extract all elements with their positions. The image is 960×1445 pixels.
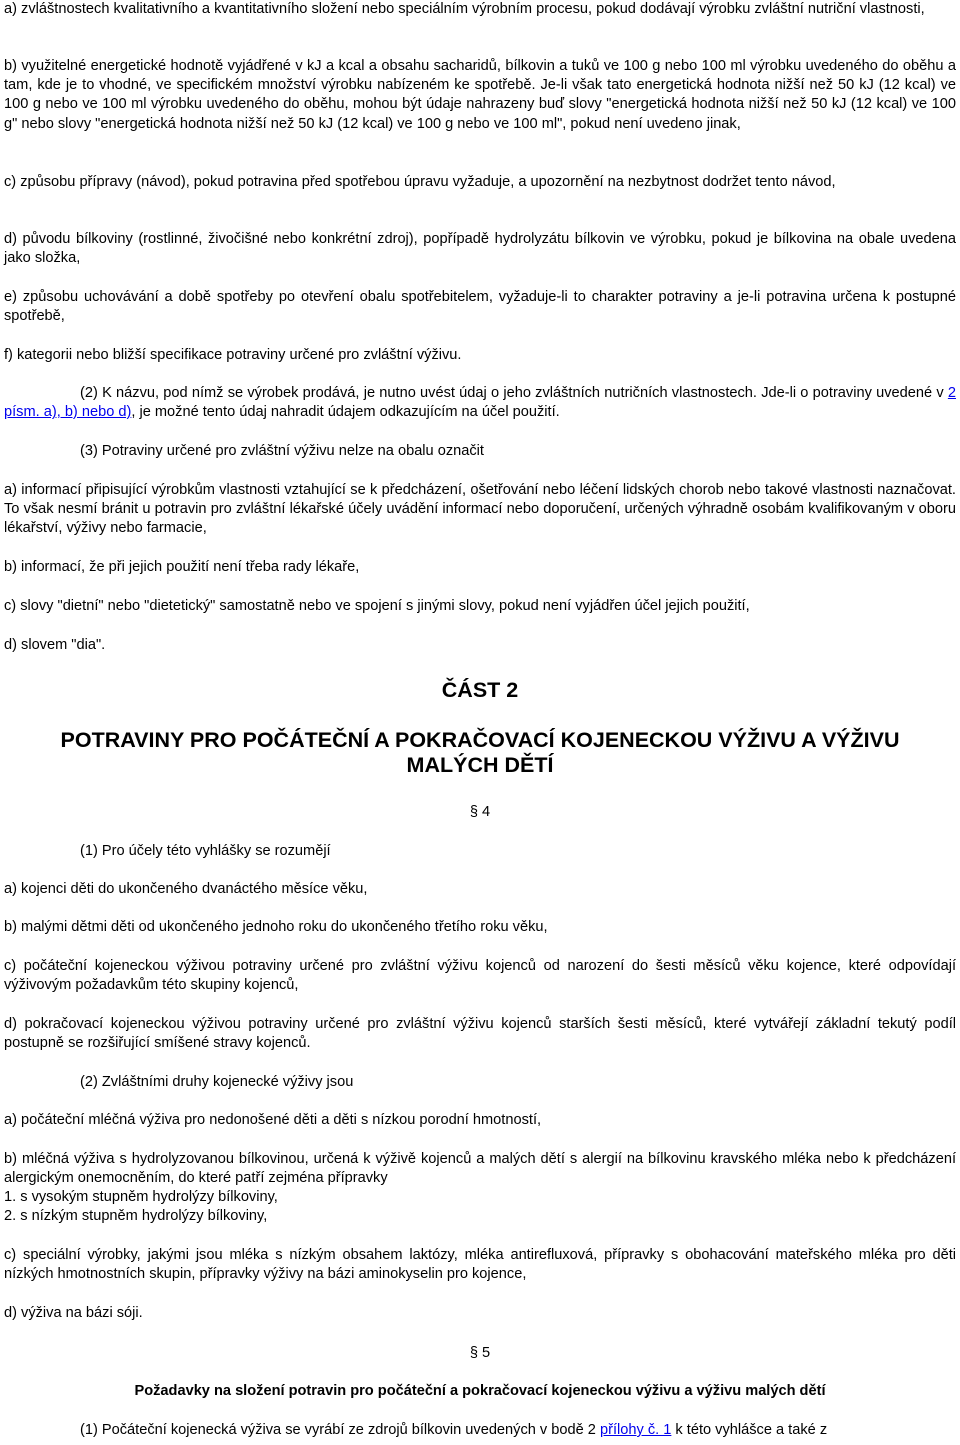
section-4-mark: § 4 (469, 804, 491, 820)
list-item-a: a) zvláštnostech kvalitativního a kvantitativního složení nebo speciálním výrobním procesu, pokud dodávají výrobku zvláštní nutriční vlastnosti, (4, 1, 925, 17)
paragraph-2-text-before: (2) K názvu, pod nímž se výrobek prodává, je nutno uvést údaj o jeho zvláštních nutričních vlastnostech. Jde-li o potraviny uvedené v (80, 385, 948, 401)
list-item-c: c) způsobu přípravy (návod), pokud potravina před spotřebou úpravu vyžaduje, a upozornění na nezbytnost dodržet tento návod, (4, 174, 836, 190)
section-5-mark: § 5 (469, 1345, 491, 1361)
section-4-paragraph-2-item-b-2: 2. s nízkým stupněm hydrolýzy bílkoviny, (4, 1208, 268, 1224)
section-4-item-c: c) počáteční kojeneckou výživou potraviny určené pro zvláštní výživu kojenců od narození do šesti měsíců věku kojence, které odpovídají výživovým požadavkům této skupiny kojenců, (4, 958, 956, 994)
paragraph-2-text-after: , je možné tento údaj nahradit údajem odkazujícím na účel použití. (131, 404, 560, 421)
section-5-paragraph-1-text-after: k této vyhlášce a také z (671, 1422, 828, 1438)
section-4-item-b: b) malými dětmi děti od ukončeného jednoho roku do ukončeného třetího roku věku, (4, 919, 548, 935)
paragraph-3-item-a: a) informací připisující výrobkům vlastnosti vztahující se k předcházení, ošetřování nebo léčení lidských chorob nebo takové vlastnosti naznačovat. To však nesmí bránit u potravin pro zvláštní lékařské účely uvádění informací nebo doporučení, určených výhradně osobám kvalifikovaným v oboru lékařství, výživy nebo farmacie, (4, 482, 956, 537)
section-5-paragraph-1 (4, 1421, 956, 1440)
section-4-paragraph-2-intro: (2) Zvláštními druhy kojenecké výživy jsou (80, 1074, 354, 1090)
section-4-paragraph-2-item-b: b) mléčná výživa s hydrolyzovanou bílkovinou, určená k výživě kojenců a malých dětí s alergií na bílkovinu kravského mléka nebo k předcházení alergickým onemocněním, do které patří zejména přípravky (4, 1151, 956, 1187)
paragraph-2 (4, 384, 956, 422)
reference-link[interactable]: 2 písm. a), b) nebo d) (4, 385, 956, 421)
section-4-paragraph-2-item-c: c) speciální výrobky, jakými jsou mléka s nízkým obsahem laktózy, mléka antirefluxová, přípravky s obohacování mateřského mléka pro děti nízkých hmotnostních skupin, přípravky výživy na bázi aminokyselin pro kojence, (4, 1247, 956, 1283)
section-4-paragraph-2-item-b-1: 1. s vysokým stupněm hydrolýzy bílkoviny, (4, 1189, 278, 1205)
section-5-paragraph-1-text-before: (1) Počáteční kojenecká výživa se vyrábí ze zdrojů bílkovin uvedených v bodě 2 (80, 1422, 600, 1438)
part-title-line-2: MALÝCH DĚTÍ (406, 753, 554, 777)
paragraph-3-item-d: d) slovem "dia". (4, 637, 106, 653)
paragraph-3-item-c: c) slovy "dietní" nebo "dietetický" samostatně nebo ve spojení s jinými slovy, pokud není vyjádřen účel jejich použití, (4, 598, 750, 614)
section-4-item-a: a) kojenci děti do ukončeného dvanáctého měsíce věku, (4, 881, 368, 897)
section-4-item-d: d) pokračovací kojeneckou výživou potraviny určené pro zvláštní výživu kojenců starších šesti měsíců, které vytvářejí základní tekutý podíl postupně se rozšiřující smíšené stravy kojenců. (4, 1016, 956, 1052)
section-4-paragraph-2-item-d: d) výživa na bázi sóji. (4, 1305, 143, 1321)
section-4-paragraph-2-item-a: a) počáteční mléčná výživa pro nedonošené děti a děti s nízkou porodní hmotností, (4, 1112, 542, 1128)
section-5-title: Požadavky na složení potravin pro počáteční a pokračovací kojeneckou výživu a výživu malých dětí (134, 1383, 826, 1399)
list-item-f: f) kategorii nebo bližší specifikace potraviny určené pro zvláštní výživu. (4, 347, 462, 363)
section-4-paragraph-1-intro: (1) Pro účely této vyhlášky se rozumějí (80, 843, 331, 859)
part-heading: ČÁST 2 (441, 678, 519, 702)
part-title-line-1: POTRAVINY PRO POČÁTEČNÍ A POKRAČOVACÍ KOJENECKOU VÝŽIVU A VÝŽIVU (60, 728, 900, 752)
annex-link[interactable]: přílohy č. 1 (599, 1422, 672, 1438)
list-item-b: b) využitelné energetické hodnotě vyjádřené v kJ a kcal a obsahu sacharidů, bílkovin a tuků ve 100 g nebo 100 ml výrobku uvedeného do oběhu a tam, kde je to vhodné, ve specifickém množství výrobku nabízeném ke spotřebě. Je-li však tato energetická hodnota nižší než 50 kJ (12 kcal) ve 100 g nebo ve 100 ml výrobku uvedeného do oběhu, mohou být údaje nahrazeny buď slovy "energetická hodnota nižší než 50 kJ (12 kcal) ve 100 g" nebo slovy "energetická hodnota nižší než 50 kJ (12 kcal) ve 100 g nebo ve 100 ml", pokud není uvedeno jinak, (4, 58, 956, 132)
list-item-d: d) původu bílkoviny (rostlinné, živočišné nebo konkrétní zdroj), popřípadě hydrolyzátu bílkovin ve výrobku, pokud je bílkovina na obale uvedena jako složka, (4, 231, 956, 267)
paragraph-3-item-b: b) informací, že při jejich použití není třeba rady lékaře, (4, 559, 360, 575)
paragraph-3-intro: (3) Potraviny určené pro zvláštní výživu nelze na obalu označit (80, 443, 484, 459)
list-item-e: e) způsobu uchovávání a době spotřeby po otevření obalu spotřebitelem, vyžaduje-li to charakter potraviny a je-li potravina určena k postupné spotřebě, (4, 289, 956, 325)
